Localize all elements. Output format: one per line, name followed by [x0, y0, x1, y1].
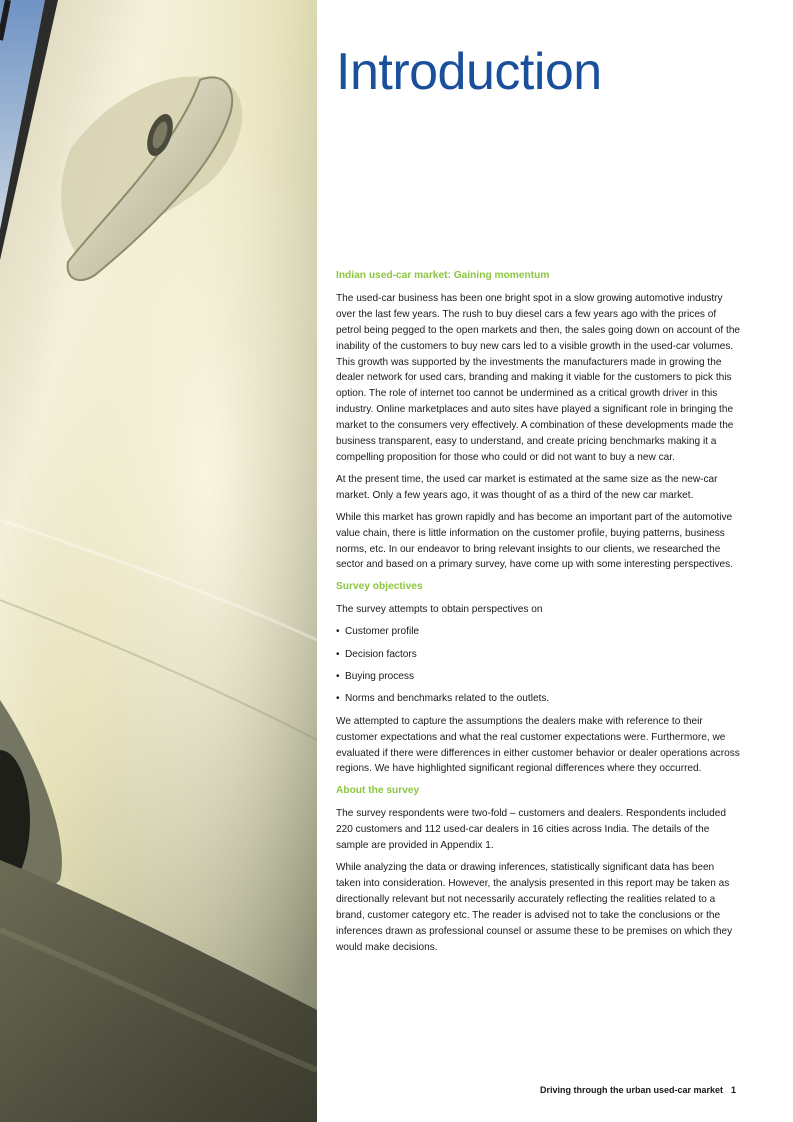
paragraph: At the present time, the used car market is estimated at the same size as the new-car market. Only a few years ago, it was thought of as a third of the new car market.	[336, 473, 718, 501]
body-content	[336, 268, 741, 961]
paragraph: The survey attempts to obtain perspectives on	[336, 604, 543, 616]
page-number: 1	[730, 1085, 736, 1095]
paragraph: The used-car business has been one bright spot in a slow growing automotive industry over the last few years. The rush to buy diesel cars a few years ago with the prices of petrol being pegged to the open markets and then, the sales going down on account of the inability of the customers to buy new cars led to a visible growth in the used-car volumes. This growth was supported by the investments the manufacturers made in growing the dealer network for used cars, branding and making it viable for the customers to pick this option. The role of internet too cannot be undermined as a critical growth driver in this industry. Online marketplaces and auto sites have played a significant role in bringing the market to the consumers very effectively. A combination of these developments made the business transparent, easy to understand, and create pricing benchmarks making it a compelling proposition for those who could or did not want to buy a new car.	[336, 292, 741, 463]
bullet-icon: •	[336, 693, 340, 705]
section-heading-about: About the survey	[336, 785, 420, 797]
section-heading-market: Indian used-car market: Gaining momentum	[336, 270, 550, 281]
list-item: • Norms and benchmarks related to the outlets.	[336, 691, 741, 707]
paragraph: The survey respondents were two-fold – customers and dealers. Respondents included 220 customers and 112 used-car dealers in 16 cities across India. The details of the sample are provided in Appendix 1.	[336, 808, 726, 852]
bullet-icon: •	[336, 626, 340, 638]
list-item: • Buying process	[336, 669, 741, 685]
list-item: • Customer profile	[336, 624, 741, 640]
bullet-icon: •	[336, 670, 340, 682]
footer-title: Driving through the urban used-car market	[539, 1085, 723, 1095]
paragraph: While this market has grown rapidly and has become an important part of the automotive value chain, there is little information on the customer profile, buying patterns, business norms, etc. In our endeavor to bring relevant insights to our clients, we researched the sector and based on a primary survey, have come up with some interesting perspectives.	[336, 511, 734, 571]
paragraph: We attempted to capture the assumptions the dealers make with reference to their customer expectations and what the real customer expectations were. Furthermore, we evaluated if there were differences in either customer behavior or dealer operations across regions. We have highlighted significant regional differences where they occurred.	[336, 715, 740, 775]
page-title: Introduction	[336, 43, 602, 101]
list-item: • Decision factors	[336, 647, 741, 663]
bullet-icon: •	[336, 648, 340, 660]
car-door-photo	[0, 0, 317, 1122]
section-heading-objectives: Survey objectives	[336, 581, 423, 593]
page-footer	[540, 1085, 736, 1095]
objectives-list	[336, 624, 741, 707]
paragraph: While analyzing the data or drawing inferences, statistically significant data has been taken into consideration. However, the analysis presented in this report may be taken as directionally relevant but not necessarily accurately reflecting the realities related to a brand, customer category etc. The reader is advised not to take the conclusions or the inferences drawn as professional counsel or assume these to be premises on which they would make decisions.	[336, 862, 733, 953]
